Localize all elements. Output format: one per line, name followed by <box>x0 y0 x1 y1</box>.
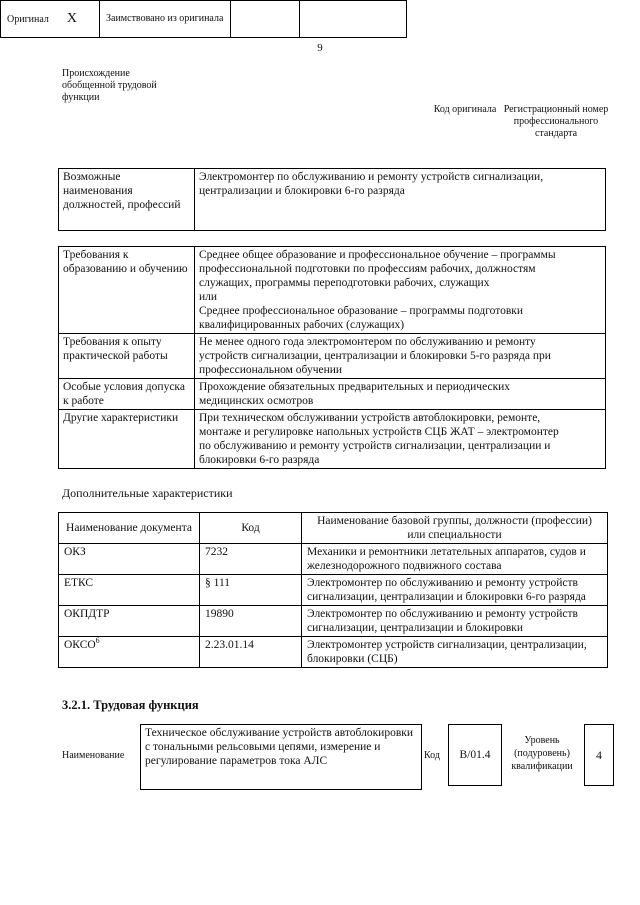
name-cell: Электромонтер по обслуживанию и ремонту устройств сигнализации, централизации и блокировки 6-го разряда <box>302 575 608 606</box>
origin-code-cell <box>231 1 300 38</box>
function-level-value: 4 <box>584 724 614 786</box>
requirement-value <box>195 379 606 410</box>
doc-cell <box>59 637 200 668</box>
requirement-row <box>59 334 606 379</box>
requirement-label: Требования к образованию и обучению <box>59 247 195 334</box>
name-cell: Механики и ремонтники летательных аппаратов, судов и железнодорожного подвижного состава <box>302 544 608 575</box>
origin-label: Происхождение обобщенной трудовой функции <box>62 68 157 103</box>
function-code-value: B/01.4 <box>448 724 502 786</box>
additional-header-row <box>59 513 608 544</box>
header-group-name: Наименование базовой группы, должности (профессии) или специальности <box>302 513 608 544</box>
header-document: Наименование документа <box>59 513 200 544</box>
requirement-row <box>59 379 606 410</box>
requirement-line: квалифицированных рабочих (служащих) <box>199 319 405 331</box>
job-titles-table <box>58 168 606 231</box>
requirement-row <box>59 410 606 469</box>
requirement-line: Не менее одного года электромонтером по обслуживанию и ремонту <box>199 336 536 348</box>
requirement-value <box>195 410 606 469</box>
table-row <box>59 637 608 668</box>
requirements-table <box>58 246 606 469</box>
table-row <box>59 606 608 637</box>
function-code-label: Код <box>424 750 440 761</box>
code-cell: § 111 <box>200 575 302 606</box>
code-cell: 19890 <box>200 606 302 637</box>
origin-reg-cell <box>300 1 407 38</box>
original-mark: X <box>66 11 78 26</box>
origin-table <box>0 0 407 38</box>
page-number: 9 <box>317 42 323 54</box>
requirement-line: Прохождение обязательных предварительных и периодических <box>199 381 511 393</box>
requirement-line: Среднее общее образование и профессиональное обучение – программы <box>199 249 556 261</box>
name-cell: Электромонтер по обслуживанию и ремонту устройств сигнализации, централизации и блокировки <box>302 606 608 637</box>
job-titles-label: Возможные наименования должностей, профессий <box>59 169 195 231</box>
requirement-line: по обслуживанию и ремонту устройств сигнализации, централизации и <box>199 440 551 452</box>
requirement-label: Другие характеристики <box>59 410 195 469</box>
name-cell: Электромонтер устройств сигнализации, централизации, блокировки (СЦБ) <box>302 637 608 668</box>
additional-table <box>58 512 608 668</box>
function-level-label: Уровень (подуровень) квалификации <box>511 735 573 772</box>
requirement-label: Особые условия допуска к работе <box>59 379 195 410</box>
requirement-row <box>59 247 606 334</box>
requirement-line: профессиональном обучении <box>199 364 343 376</box>
requirement-label: Требования к опыту практической работы <box>59 334 195 379</box>
origin-code-label: Код оригинала <box>433 104 497 115</box>
borrowed-label: Заимствовано из оригинала <box>100 1 231 38</box>
requirement-line: блокировки 6-го разряда <box>199 454 320 466</box>
additional-heading: Дополнительные характеристики <box>62 486 233 500</box>
requirement-line: профессиональной подготовки по профессиям рабочих, должностям <box>199 263 536 275</box>
doc-name: ОКСО <box>64 639 96 651</box>
requirement-value <box>195 334 606 379</box>
doc-cell: ОКПДТР <box>59 606 200 637</box>
labor-function-title: 3.2.1. Трудовая функция <box>62 698 199 712</box>
table-row <box>59 544 608 575</box>
origin-reg-label: Регистрационный номер профессионального стандарта <box>503 104 609 139</box>
requirement-line: медицинских осмотров <box>199 395 314 407</box>
requirement-line: Среднее профессиональное образование – программы подготовки <box>199 305 524 317</box>
table-row <box>59 575 608 606</box>
requirement-line: служащих, программы переподготовки рабочих, служащих <box>199 277 490 289</box>
original-label: Оригинал <box>7 14 49 25</box>
job-titles-value: Электромонтер по обслуживанию и ремонту устройств сигнализации, централизации и блокировки 6-го разряда <box>195 169 606 231</box>
header-code: Код <box>200 513 302 544</box>
code-cell: 7232 <box>200 544 302 575</box>
footnote-mark: 6 <box>95 636 100 646</box>
function-name-label: Наименование <box>62 750 125 761</box>
doc-cell: ЕТКС <box>59 575 200 606</box>
code-cell: 2.23.01.14 <box>200 637 302 668</box>
requirement-line: или <box>199 291 218 303</box>
requirement-value <box>195 247 606 334</box>
requirement-line: монтаже и регулировке напольных устройств СЦБ ЖАТ – электромонтер <box>199 426 559 438</box>
doc-cell: ОКЗ <box>59 544 200 575</box>
original-cell <box>1 1 100 38</box>
requirement-line: устройств сигнализации, централизации и блокировки 5-го разряда при <box>199 350 551 362</box>
function-name-value: Техническое обслуживание устройств автоблокировки с тональными рельсовыми цепями, измерение и регулирование параметров тока АЛС <box>140 724 422 790</box>
requirement-line: При техническом обслуживании устройств автоблокировки, ремонте, <box>199 412 541 424</box>
